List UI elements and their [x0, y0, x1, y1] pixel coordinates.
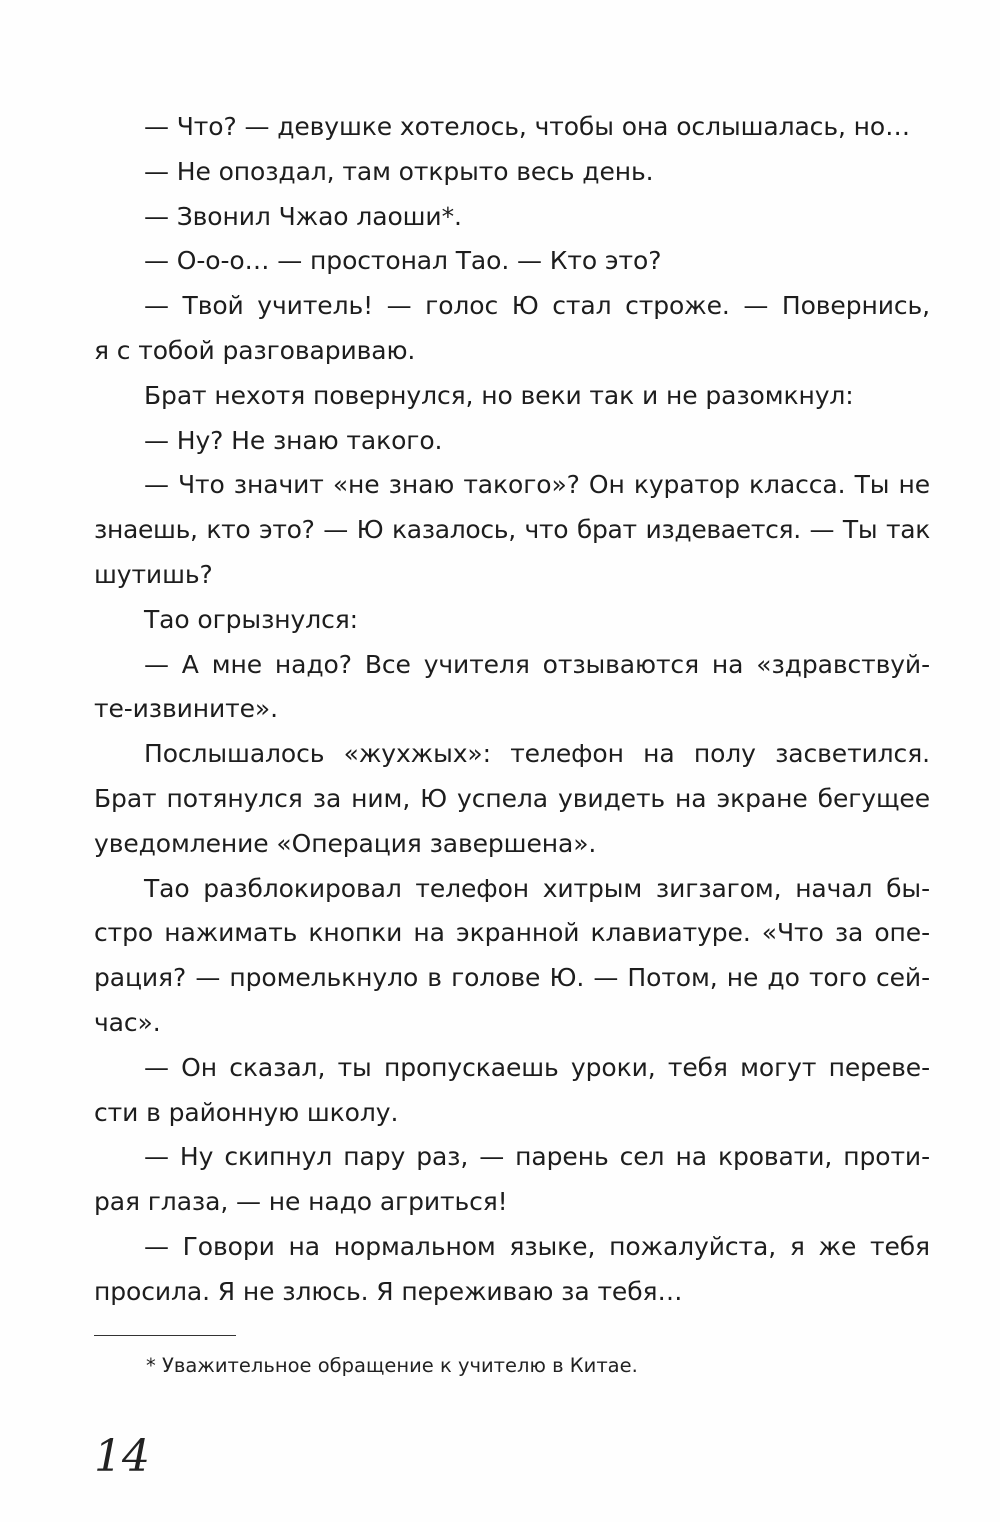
- text-line: — Звонил Чжао лаоши*.: [144, 201, 462, 231]
- footnote-divider: [94, 1335, 236, 1336]
- text-line: — О-о-о… — простонал Тао. — Кто это?: [144, 246, 662, 276]
- text-line: рая глаза, — не надо агриться!: [94, 1187, 508, 1217]
- footnote: * Уважительное обращение к учителю в Китае.: [146, 1354, 638, 1377]
- page-number: 14: [94, 1431, 150, 1482]
- text-line: я с тобой разговариваю.: [94, 335, 416, 365]
- text-line: те-извините».: [94, 694, 278, 724]
- text-line: уведомление «Операция завершена».: [94, 828, 597, 858]
- text-line: просила. Я не злюсь. Я переживаю за тебя…: [94, 1276, 683, 1306]
- text-line: Тао огрызнулся:: [144, 604, 358, 634]
- text-line: стро нажимать кнопки на экранной клавиатуре. «Что за опе-: [94, 918, 930, 948]
- text-line: — Ну? Не знаю такого.: [144, 425, 443, 455]
- text-line: час».: [94, 1007, 161, 1037]
- text-line: — Ну скипнул пару раз, — парень сел на кровати, проти-: [144, 1142, 930, 1172]
- text-line: — А мне надо? Все учителя отзываются на «здравствуй-: [144, 649, 930, 679]
- text-line: Брат потянулся за ним, Ю успела увидеть на экране бегущее: [94, 783, 930, 813]
- text-line: сти в районную школу.: [94, 1097, 399, 1127]
- text-line: — Что значит «не знаю такого»? Он куратор класса. Ты не: [144, 470, 930, 500]
- text-line: — Не опоздал, там открыто весь день.: [144, 156, 654, 186]
- text-line: Брат нехотя повернулся, но веки так и не разомкнул:: [144, 380, 854, 410]
- text-line: знаешь, кто это? — Ю казалось, что брат издевается. — Ты так: [94, 515, 930, 545]
- text-line: — Он сказал, ты пропускаешь уроки, тебя могут переве-: [144, 1052, 930, 1082]
- text-line: Послышалось «жухжых»: телефон на полу засветился.: [144, 739, 930, 769]
- body-text: [94, 105, 930, 1315]
- text-line: — Твой учитель! — голос Ю стал строже. — Повернись,: [144, 291, 930, 321]
- text-line: шутишь?: [94, 559, 213, 589]
- text-line: — Говори на нормальном языке, пожалуйста, я же тебя: [144, 1231, 930, 1261]
- text-line: Тао разблокировал телефон хитрым зигзагом, начал бы-: [144, 873, 930, 903]
- text-line: рация? — промелькнуло в голове Ю. — Потом, не до того сей-: [94, 963, 930, 993]
- text-line: — Что? — девушке хотелось, чтобы она ослышалась, но…: [144, 112, 910, 141]
